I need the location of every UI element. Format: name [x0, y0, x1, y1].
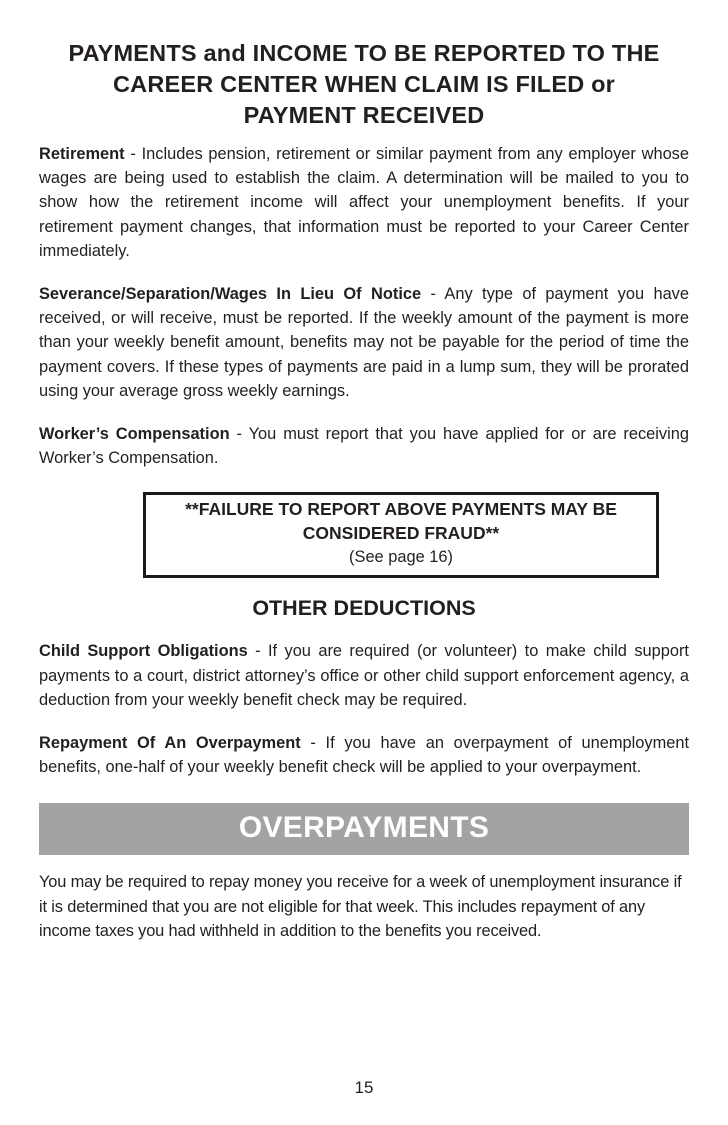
repayment-term: Repayment Of An Overpayment	[39, 734, 301, 753]
retirement-term: Retirement	[39, 145, 125, 163]
workers-compensation-paragraph	[39, 422, 689, 470]
workers-compensation-term: Worker’s Compensation	[39, 425, 230, 444]
retirement-paragraph	[39, 142, 689, 263]
workers-compensation-text: - You must report that you have applied for or are receiving Worker’s Compensation.	[39, 425, 689, 468]
page-number: 15	[354, 1078, 374, 1097]
severance-text: - Any type of payment you have received, or will receive, must be reported. If the weekly amount of the payment is more than your weekly benefit amount, benefits may not be payable for the period of time the payment covers. If these types of payments are paid in a lump sum, they will be prorated using your average gross weekly earnings.	[39, 285, 689, 400]
child-support-text: - If you are required (or volunteer) to make child support payments to a court, district attorney’s office or other child support enforcement agency, a deduction from your weekly benefit check may be required.	[39, 642, 689, 709]
page-title	[39, 38, 689, 131]
fraud-warning-line-2: CONSIDERED FRAUD**	[302, 523, 500, 544]
repayment-text: - If you have an overpayment of unemployment benefits, one-half of your weekly benefit check will be applied to your overpayment.	[39, 734, 690, 777]
fraud-warning-line-1: **FAILURE TO REPORT ABOVE PAYMENTS MAY BE	[185, 499, 617, 520]
retirement-text: - Includes pension, retirement or similar payment from any employer whose wages are being used to establish the claim. A determination will be mailed to you to show how the retirement income will affect your unemployment benefits. If your retirement payment changes, that information must be reported to your Career Center immediately.	[39, 145, 689, 260]
overpayments-banner: OVERPAYMENTS	[39, 803, 689, 855]
child-support-paragraph	[39, 639, 689, 712]
other-deductions-heading: OTHER DEDUCTIONS	[252, 596, 476, 621]
child-support-term: Child Support Obligations	[39, 642, 248, 661]
fraud-warning-page-reference: (See page 16)	[349, 548, 453, 567]
fraud-warning-box	[143, 492, 659, 578]
severance-term: Severance/Separation/Wages In Lieu Of Notice	[39, 285, 422, 304]
document-page	[39, 0, 689, 943]
repayment-paragraph	[39, 731, 689, 779]
severance-paragraph	[39, 282, 689, 403]
page-title-line-1: PAYMENTS and INCOME TO BE REPORTED TO THE	[68, 40, 660, 66]
overpayments-paragraph: You may be required to repay money you receive for a week of unemployment insurance if it is determined that you are not eligible for that week. This includes repayment of any income taxes you had withheld in addition to the benefits you received.	[39, 873, 682, 940]
page-title-line-3: PAYMENT RECEIVED	[243, 102, 485, 128]
page-title-line-2: CAREER CENTER WHEN CLAIM IS FILED or	[112, 71, 615, 97]
